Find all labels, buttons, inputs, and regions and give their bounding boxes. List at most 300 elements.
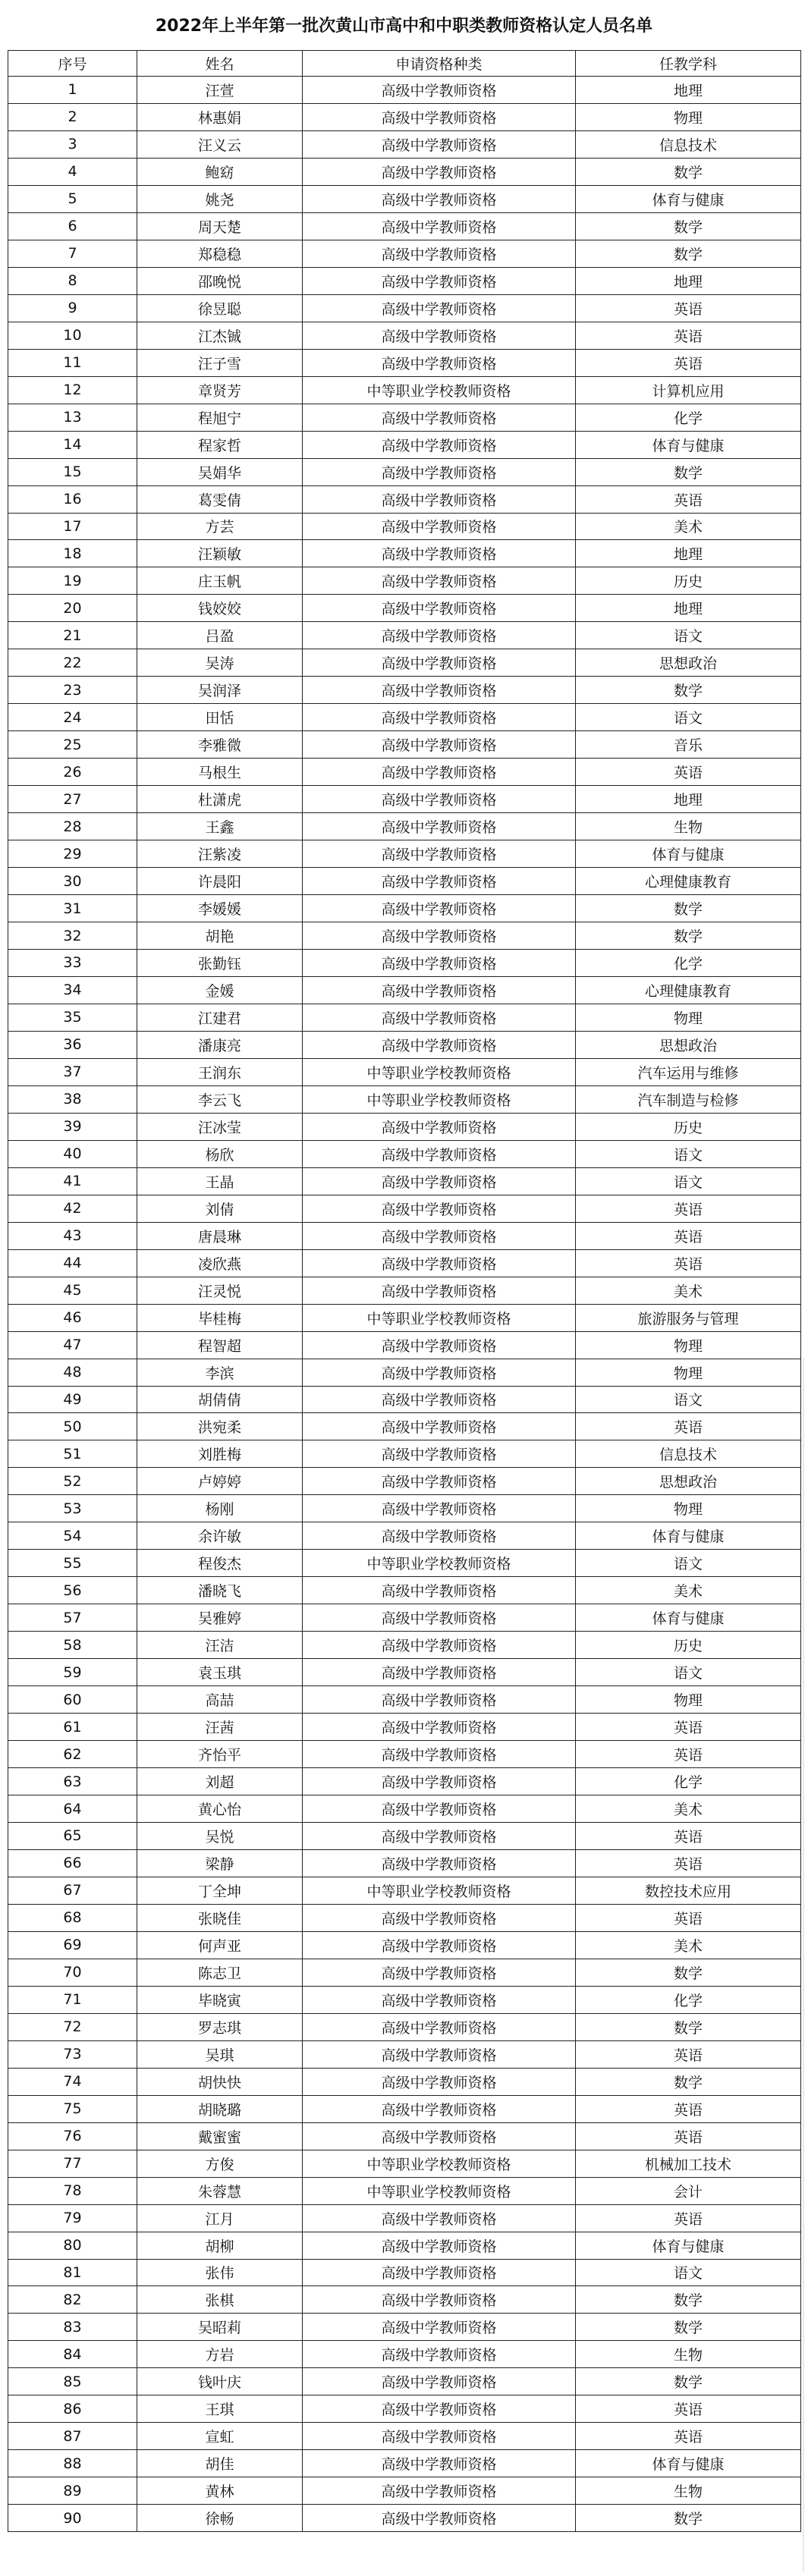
cell-subject: 数学 — [576, 922, 801, 950]
table-row — [8, 1986, 801, 2013]
cell-name: 齐怡平 — [137, 1741, 303, 1768]
cell-serial: 21 — [8, 622, 137, 649]
cell-serial: 11 — [8, 349, 137, 376]
cell-name: 高喆 — [137, 1686, 303, 1714]
table-row — [8, 1768, 801, 1795]
cell-name: 刘超 — [137, 1768, 303, 1795]
cell-serial: 80 — [8, 2232, 137, 2259]
cell-qualification-type: 高级中学教师资格 — [303, 349, 576, 376]
cell-subject: 语文 — [576, 1659, 801, 1686]
cell-qualification-type: 高级中学教师资格 — [303, 2040, 576, 2068]
table-row — [8, 212, 801, 240]
cell-name: 汪洁 — [137, 1632, 303, 1659]
cell-serial: 42 — [8, 1195, 137, 1222]
table-row — [8, 349, 801, 376]
cell-name: 黄心怡 — [137, 1795, 303, 1823]
cell-qualification-type: 高级中学教师资格 — [303, 922, 576, 950]
cell-subject: 英语 — [576, 1714, 801, 1741]
cell-qualification-type: 高级中学教师资格 — [303, 1632, 576, 1659]
cell-subject: 体育与健康 — [576, 185, 801, 212]
cell-subject: 数学 — [576, 2314, 801, 2341]
cell-qualification-type: 高级中学教师资格 — [303, 1604, 576, 1632]
cell-serial: 3 — [8, 130, 137, 158]
table-row — [8, 130, 801, 158]
cell-subject: 信息技术 — [576, 130, 801, 158]
cell-qualification-type: 高级中学教师资格 — [303, 595, 576, 622]
table-row — [8, 731, 801, 759]
table-row — [8, 677, 801, 704]
cell-serial: 33 — [8, 950, 137, 977]
cell-qualification-type: 高级中学教师资格 — [303, 1986, 576, 2013]
cell-qualification-type: 高级中学教师资格 — [303, 2095, 576, 2122]
cell-subject: 化学 — [576, 1768, 801, 1795]
cell-qualification-type: 高级中学教师资格 — [303, 1331, 576, 1359]
cell-serial: 45 — [8, 1277, 137, 1304]
cell-serial: 74 — [8, 2068, 137, 2095]
cell-name: 徐昱聪 — [137, 294, 303, 322]
table-row — [8, 1849, 801, 1877]
cell-serial: 81 — [8, 2259, 137, 2286]
cell-subject: 英语 — [576, 2040, 801, 2068]
cell-qualification-type: 高级中学教师资格 — [303, 1741, 576, 1768]
table-row — [8, 649, 801, 677]
cell-qualification-type: 高级中学教师资格 — [303, 1195, 576, 1222]
cell-serial: 16 — [8, 485, 137, 513]
cell-qualification-type: 高级中学教师资格 — [303, 2368, 576, 2395]
table-row — [8, 1113, 801, 1140]
cell-serial: 5 — [8, 185, 137, 212]
cell-name: 徐畅 — [137, 2505, 303, 2532]
cell-serial: 71 — [8, 1986, 137, 2013]
cell-serial: 26 — [8, 759, 137, 786]
cell-subject: 英语 — [576, 759, 801, 786]
cell-subject: 物理 — [576, 1359, 801, 1386]
cell-name: 毕桂梅 — [137, 1304, 303, 1331]
cell-qualification-type: 高级中学教师资格 — [303, 1495, 576, 1522]
cell-name: 胡佳 — [137, 2450, 303, 2477]
table-row — [8, 458, 801, 485]
table-row — [8, 2505, 801, 2532]
cell-subject: 数学 — [576, 212, 801, 240]
cell-subject: 汽车运用与维修 — [576, 1058, 801, 1085]
cell-name: 许晨阳 — [137, 868, 303, 895]
cell-name: 江杰铖 — [137, 322, 303, 349]
table-row — [8, 2450, 801, 2477]
cell-name: 方俊 — [137, 2150, 303, 2177]
table-row — [8, 759, 801, 786]
cell-subject: 思想政治 — [576, 1468, 801, 1495]
table-row — [8, 485, 801, 513]
cell-qualification-type: 中等职业学校教师资格 — [303, 376, 576, 404]
cell-subject: 英语 — [576, 2095, 801, 2122]
cell-name: 胡倩倩 — [137, 1386, 303, 1413]
cell-subject: 物理 — [576, 1495, 801, 1522]
cell-serial: 4 — [8, 158, 137, 185]
cell-subject: 历史 — [576, 1632, 801, 1659]
cell-qualification-type: 高级中学教师资格 — [303, 513, 576, 540]
table-row — [8, 1495, 801, 1522]
cell-subject: 数学 — [576, 2286, 801, 2314]
cell-qualification-type: 高级中学教师资格 — [303, 950, 576, 977]
table-row — [8, 1386, 801, 1413]
cell-subject: 体育与健康 — [576, 1604, 801, 1632]
cell-qualification-type: 高级中学教师资格 — [303, 1768, 576, 1795]
table-row — [8, 322, 801, 349]
cell-subject: 数学 — [576, 458, 801, 485]
cell-serial: 9 — [8, 294, 137, 322]
cell-subject: 化学 — [576, 1986, 801, 2013]
cell-name: 吴悦 — [137, 1823, 303, 1850]
cell-name: 胡柳 — [137, 2232, 303, 2259]
cell-qualification-type: 高级中学教师资格 — [303, 2204, 576, 2232]
cell-subject: 地理 — [576, 540, 801, 567]
cell-qualification-type: 高级中学教师资格 — [303, 813, 576, 840]
cell-qualification-type: 高级中学教师资格 — [303, 2395, 576, 2423]
table-row — [8, 1741, 801, 1768]
cell-subject: 英语 — [576, 1222, 801, 1249]
cell-qualification-type: 中等职业学校教师资格 — [303, 1085, 576, 1113]
cell-name: 王琪 — [137, 2395, 303, 2423]
cell-subject: 体育与健康 — [576, 2450, 801, 2477]
table-row — [8, 1550, 801, 1577]
cell-name: 汪义云 — [137, 130, 303, 158]
table-row — [8, 2286, 801, 2314]
cell-qualification-type: 高级中学教师资格 — [303, 840, 576, 868]
table-row — [8, 2013, 801, 2040]
cell-serial: 84 — [8, 2341, 137, 2368]
cell-qualification-type: 高级中学教师资格 — [303, 1004, 576, 1031]
cell-serial: 64 — [8, 1795, 137, 1823]
cell-name: 张棋 — [137, 2286, 303, 2314]
cell-qualification-type: 高级中学教师资格 — [303, 1849, 576, 1877]
cell-qualification-type: 高级中学教师资格 — [303, 103, 576, 130]
cell-name: 姚尧 — [137, 185, 303, 212]
cell-qualification-type: 高级中学教师资格 — [303, 2232, 576, 2259]
cell-qualification-type: 高级中学教师资格 — [303, 2286, 576, 2314]
table-row — [8, 1795, 801, 1823]
cell-qualification-type: 高级中学教师资格 — [303, 1686, 576, 1714]
cell-subject: 美术 — [576, 1277, 801, 1304]
cell-subject: 语文 — [576, 1550, 801, 1577]
cell-name: 钱叶庆 — [137, 2368, 303, 2395]
cell-serial: 67 — [8, 1877, 137, 1904]
cell-serial: 46 — [8, 1304, 137, 1331]
cell-qualification-type: 高级中学教师资格 — [303, 1440, 576, 1468]
table-row — [8, 2368, 801, 2395]
cell-subject: 音乐 — [576, 731, 801, 759]
cell-name: 袁玉琪 — [137, 1659, 303, 1686]
cell-subject: 英语 — [576, 1195, 801, 1222]
table-row — [8, 2068, 801, 2095]
cell-serial: 40 — [8, 1140, 137, 1167]
cell-serial: 24 — [8, 704, 137, 731]
cell-serial: 58 — [8, 1632, 137, 1659]
table-row — [8, 2232, 801, 2259]
cell-name: 汪萱 — [137, 77, 303, 104]
table-row — [8, 2095, 801, 2122]
cell-subject: 英语 — [576, 485, 801, 513]
cell-serial: 76 — [8, 2122, 137, 2150]
cell-name: 梁静 — [137, 1849, 303, 1877]
cell-subject: 数学 — [576, 1959, 801, 1986]
cell-subject: 语文 — [576, 1167, 801, 1195]
cell-subject: 体育与健康 — [576, 431, 801, 458]
cell-serial: 47 — [8, 1331, 137, 1359]
cell-qualification-type: 高级中学教师资格 — [303, 431, 576, 458]
cell-serial: 90 — [8, 2505, 137, 2532]
cell-subject: 物理 — [576, 1686, 801, 1714]
cell-qualification-type: 高级中学教师资格 — [303, 567, 576, 595]
cell-subject: 语文 — [576, 704, 801, 731]
cell-qualification-type: 高级中学教师资格 — [303, 1167, 576, 1195]
header-qualification-type: 申请资格种类 — [303, 51, 576, 77]
cell-qualification-type: 高级中学教师资格 — [303, 1222, 576, 1249]
cell-serial: 83 — [8, 2314, 137, 2341]
cell-name: 卢婷婷 — [137, 1468, 303, 1495]
header-serial: 序号 — [8, 51, 137, 77]
cell-subject: 心理健康教育 — [576, 976, 801, 1004]
cell-subject: 化学 — [576, 404, 801, 431]
cell-name: 张伟 — [137, 2259, 303, 2286]
cell-qualification-type: 高级中学教师资格 — [303, 130, 576, 158]
cell-name: 杨欣 — [137, 1140, 303, 1167]
table-row — [8, 1440, 801, 1468]
cell-subject: 数学 — [576, 895, 801, 922]
cell-name: 王鑫 — [137, 813, 303, 840]
table-row — [8, 2259, 801, 2286]
cell-serial: 32 — [8, 922, 137, 950]
cell-subject: 数学 — [576, 677, 801, 704]
cell-name: 郑稳稳 — [137, 240, 303, 267]
table-row — [8, 540, 801, 567]
cell-name: 胡晓璐 — [137, 2095, 303, 2122]
cell-serial: 89 — [8, 2477, 137, 2505]
cell-serial: 34 — [8, 976, 137, 1004]
cell-serial: 13 — [8, 404, 137, 431]
cell-subject: 英语 — [576, 294, 801, 322]
cell-serial: 48 — [8, 1359, 137, 1386]
table-row — [8, 2150, 801, 2177]
cell-name: 吴琪 — [137, 2040, 303, 2068]
table-row — [8, 1632, 801, 1659]
cell-name: 李云飞 — [137, 1085, 303, 1113]
header-name: 姓名 — [137, 51, 303, 77]
cell-serial: 86 — [8, 2395, 137, 2423]
cell-name: 钱姣姣 — [137, 595, 303, 622]
cell-serial: 14 — [8, 431, 137, 458]
cell-qualification-type: 高级中学教师资格 — [303, 1249, 576, 1277]
table-row — [8, 868, 801, 895]
table-row — [8, 1140, 801, 1167]
cell-serial: 31 — [8, 895, 137, 922]
cell-serial: 22 — [8, 649, 137, 677]
cell-serial: 30 — [8, 868, 137, 895]
cell-name: 鲍窈 — [137, 158, 303, 185]
cell-qualification-type: 高级中学教师资格 — [303, 2314, 576, 2341]
cell-name: 程智超 — [137, 1331, 303, 1359]
cell-name: 黄林 — [137, 2477, 303, 2505]
table-row — [8, 704, 801, 731]
table-row — [8, 813, 801, 840]
cell-name: 庄玉帆 — [137, 567, 303, 595]
cell-name: 汪茜 — [137, 1714, 303, 1741]
table-row — [8, 1823, 801, 1850]
cell-subject: 信息技术 — [576, 1440, 801, 1468]
cell-qualification-type: 高级中学教师资格 — [303, 1522, 576, 1550]
cell-name: 程家哲 — [137, 431, 303, 458]
table-row — [8, 1686, 801, 1714]
table-row — [8, 1085, 801, 1113]
cell-serial: 63 — [8, 1768, 137, 1795]
table-row — [8, 2122, 801, 2150]
cell-serial: 57 — [8, 1604, 137, 1632]
cell-subject: 语文 — [576, 1140, 801, 1167]
table-row — [8, 1058, 801, 1085]
cell-serial: 25 — [8, 731, 137, 759]
cell-subject: 数学 — [576, 2368, 801, 2395]
cell-subject: 地理 — [576, 786, 801, 813]
cell-qualification-type: 高级中学教师资格 — [303, 77, 576, 104]
cell-qualification-type: 高级中学教师资格 — [303, 1468, 576, 1495]
cell-serial: 85 — [8, 2368, 137, 2395]
roster-table — [8, 50, 801, 2532]
cell-serial: 56 — [8, 1577, 137, 1604]
table-row — [8, 1304, 801, 1331]
cell-qualification-type: 高级中学教师资格 — [303, 868, 576, 895]
cell-name: 田恬 — [137, 704, 303, 731]
cell-qualification-type: 高级中学教师资格 — [303, 976, 576, 1004]
cell-qualification-type: 高级中学教师资格 — [303, 2122, 576, 2150]
table-row — [8, 922, 801, 950]
cell-name: 李雅微 — [137, 731, 303, 759]
cell-qualification-type: 高级中学教师资格 — [303, 404, 576, 431]
cell-name: 葛雯倩 — [137, 485, 303, 513]
cell-name: 唐晨琳 — [137, 1222, 303, 1249]
table-row — [8, 2477, 801, 2505]
cell-subject: 英语 — [576, 2423, 801, 2450]
table-row — [8, 622, 801, 649]
cell-subject: 生物 — [576, 813, 801, 840]
cell-serial: 72 — [8, 2013, 137, 2040]
cell-qualification-type: 高级中学教师资格 — [303, 158, 576, 185]
cell-serial: 54 — [8, 1522, 137, 1550]
cell-qualification-type: 高级中学教师资格 — [303, 1386, 576, 1413]
cell-serial: 43 — [8, 1222, 137, 1249]
cell-subject: 旅游服务与管理 — [576, 1304, 801, 1331]
cell-qualification-type: 高级中学教师资格 — [303, 1413, 576, 1440]
cell-subject: 地理 — [576, 595, 801, 622]
table-row — [8, 294, 801, 322]
table-row — [8, 431, 801, 458]
table-row — [8, 1877, 801, 1904]
cell-subject: 物理 — [576, 1004, 801, 1031]
cell-name: 吴雅婷 — [137, 1604, 303, 1632]
cell-name: 宣虹 — [137, 2423, 303, 2450]
table-row — [8, 240, 801, 267]
cell-qualification-type: 高级中学教师资格 — [303, 2505, 576, 2532]
cell-name: 江建君 — [137, 1004, 303, 1031]
cell-qualification-type: 高级中学教师资格 — [303, 759, 576, 786]
cell-name: 张晓佳 — [137, 1904, 303, 1931]
cell-subject: 英语 — [576, 349, 801, 376]
cell-qualification-type: 高级中学教师资格 — [303, 1904, 576, 1931]
cell-name: 何声亚 — [137, 1931, 303, 1959]
cell-subject: 化学 — [576, 950, 801, 977]
cell-qualification-type: 中等职业学校教师资格 — [303, 1877, 576, 1904]
table-row — [8, 1659, 801, 1686]
cell-subject: 美术 — [576, 1795, 801, 1823]
cell-qualification-type: 高级中学教师资格 — [303, 649, 576, 677]
cell-name: 吕盈 — [137, 622, 303, 649]
cell-subject: 英语 — [576, 1741, 801, 1768]
cell-serial: 7 — [8, 240, 137, 267]
cell-name: 罗志琪 — [137, 2013, 303, 2040]
cell-subject: 计算机应用 — [576, 376, 801, 404]
cell-subject: 英语 — [576, 322, 801, 349]
table-row — [8, 1604, 801, 1632]
cell-serial: 20 — [8, 595, 137, 622]
cell-name: 吴娟华 — [137, 458, 303, 485]
cell-subject: 历史 — [576, 567, 801, 595]
table-row — [8, 2204, 801, 2232]
cell-serial: 23 — [8, 677, 137, 704]
cell-qualification-type: 高级中学教师资格 — [303, 2450, 576, 2477]
cell-serial: 51 — [8, 1440, 137, 1468]
cell-serial: 17 — [8, 513, 137, 540]
cell-serial: 77 — [8, 2150, 137, 2177]
cell-subject: 地理 — [576, 77, 801, 104]
cell-qualification-type: 高级中学教师资格 — [303, 2423, 576, 2450]
cell-name: 汪冰莹 — [137, 1113, 303, 1140]
cell-qualification-type: 高级中学教师资格 — [303, 731, 576, 759]
cell-qualification-type: 中等职业学校教师资格 — [303, 2177, 576, 2204]
cell-subject: 英语 — [576, 2395, 801, 2423]
cell-name: 林惠娟 — [137, 103, 303, 130]
table-row — [8, 1959, 801, 1986]
table-row — [8, 2423, 801, 2450]
cell-name: 程俊杰 — [137, 1550, 303, 1577]
cell-serial: 52 — [8, 1468, 137, 1495]
table-row — [8, 1331, 801, 1359]
table-row — [8, 950, 801, 977]
cell-subject: 语文 — [576, 1386, 801, 1413]
table-row — [8, 1249, 801, 1277]
cell-name: 杨刚 — [137, 1495, 303, 1522]
cell-name: 毕晓寅 — [137, 1986, 303, 2013]
cell-qualification-type: 中等职业学校教师资格 — [303, 1550, 576, 1577]
cell-name: 汪子雪 — [137, 349, 303, 376]
cell-subject: 机械加工技术 — [576, 2150, 801, 2177]
cell-subject: 数学 — [576, 2505, 801, 2532]
table-row — [8, 376, 801, 404]
cell-qualification-type: 高级中学教师资格 — [303, 1113, 576, 1140]
cell-subject: 数学 — [576, 158, 801, 185]
cell-serial: 1 — [8, 77, 137, 104]
cell-name: 程旭宁 — [137, 404, 303, 431]
cell-name: 凌欣燕 — [137, 1249, 303, 1277]
cell-subject: 汽车制造与检修 — [576, 1085, 801, 1113]
cell-subject: 物理 — [576, 103, 801, 130]
cell-serial: 69 — [8, 1931, 137, 1959]
table-row — [8, 895, 801, 922]
cell-serial: 39 — [8, 1113, 137, 1140]
table-row — [8, 1004, 801, 1031]
cell-serial: 78 — [8, 2177, 137, 2204]
cell-qualification-type: 高级中学教师资格 — [303, 1659, 576, 1686]
cell-subject: 生物 — [576, 2341, 801, 2368]
cell-serial: 44 — [8, 1249, 137, 1277]
table-row — [8, 840, 801, 868]
